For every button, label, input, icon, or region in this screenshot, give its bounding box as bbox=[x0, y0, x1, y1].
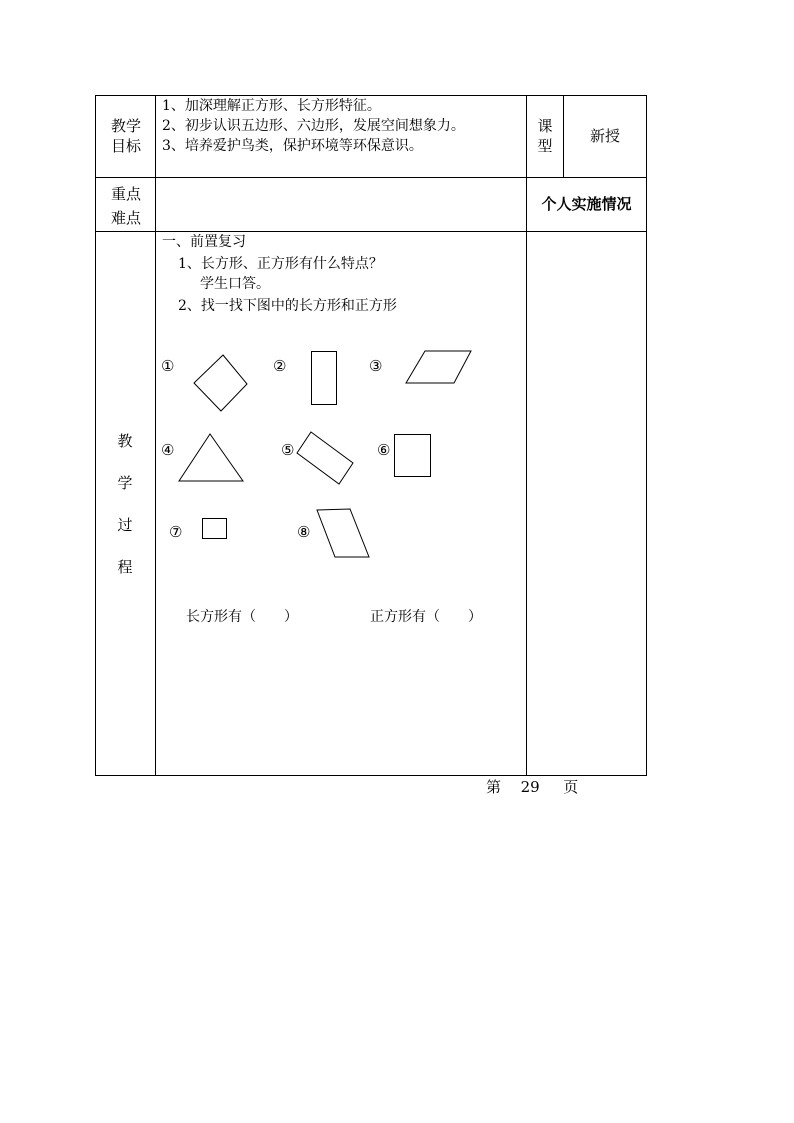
shape-marker-8: ⑧ bbox=[297, 523, 311, 541]
rectangle-answer-blank: 长方形有（ ） bbox=[186, 609, 298, 625]
question-2: 2、找一找下图中的长方形和正方形 bbox=[178, 298, 397, 314]
lesson-type-value: 新授 bbox=[589, 127, 620, 145]
shape-3-parallelogram bbox=[406, 351, 471, 383]
shape-5-tilted-rectangle bbox=[297, 432, 353, 484]
objective-item: 2、初步认识五边形、六边形，发展空间想象力。 bbox=[162, 118, 465, 134]
section-title: 一、前置复习 bbox=[162, 234, 246, 250]
footer-suffix: 页 bbox=[563, 778, 579, 796]
shape-marker-3: ③ bbox=[369, 357, 383, 375]
shape-1-tilted-square bbox=[194, 355, 247, 411]
lesson-type-label-line1: 课 bbox=[537, 117, 553, 135]
shape-4-triangle bbox=[179, 434, 243, 481]
shape-7-small-rectangle bbox=[203, 519, 227, 539]
shape-marker-4: ④ bbox=[161, 441, 175, 459]
question-1: 1、长方形、正方形有什么特点？ bbox=[178, 256, 383, 272]
process-label-char: 教 bbox=[117, 432, 133, 450]
personal-notes-header: 个人实施情况 bbox=[541, 195, 632, 213]
key-points-label-line2: 难点 bbox=[110, 209, 141, 227]
objective-item: 1、加深理解正方形、长方形特征。 bbox=[162, 98, 381, 114]
objective-item: 3、培养爱护鸟类，保护环境等环保意识。 bbox=[162, 138, 423, 154]
square-answer-blank: 正方形有（ ） bbox=[370, 609, 482, 625]
shape-marker-7: ⑦ bbox=[169, 523, 183, 541]
page-number: 29 bbox=[520, 778, 540, 796]
shape-marker-6: ⑥ bbox=[377, 441, 391, 459]
objectives-label-line2: 目标 bbox=[110, 137, 141, 155]
lesson-type-label-line2: 型 bbox=[537, 137, 553, 155]
process-label-char: 过 bbox=[117, 516, 133, 534]
shape-8-parallelogram bbox=[317, 509, 369, 557]
shape-2-rectangle bbox=[312, 352, 337, 405]
footer-prefix: 第 bbox=[486, 778, 502, 796]
process-label-char: 学 bbox=[117, 474, 133, 492]
objectives-label-line1: 教学 bbox=[110, 117, 141, 135]
shape-6-rectangle bbox=[395, 435, 431, 477]
question-1-answer: 学生口答。 bbox=[200, 276, 270, 292]
shape-marker-2: ② bbox=[273, 357, 287, 375]
key-points-label-line1: 重点 bbox=[110, 185, 141, 203]
shape-marker-1: ① bbox=[161, 357, 175, 375]
process-label-char: 程 bbox=[117, 558, 133, 576]
page-footer bbox=[486, 777, 578, 797]
shape-marker-5: ⑤ bbox=[281, 441, 295, 459]
